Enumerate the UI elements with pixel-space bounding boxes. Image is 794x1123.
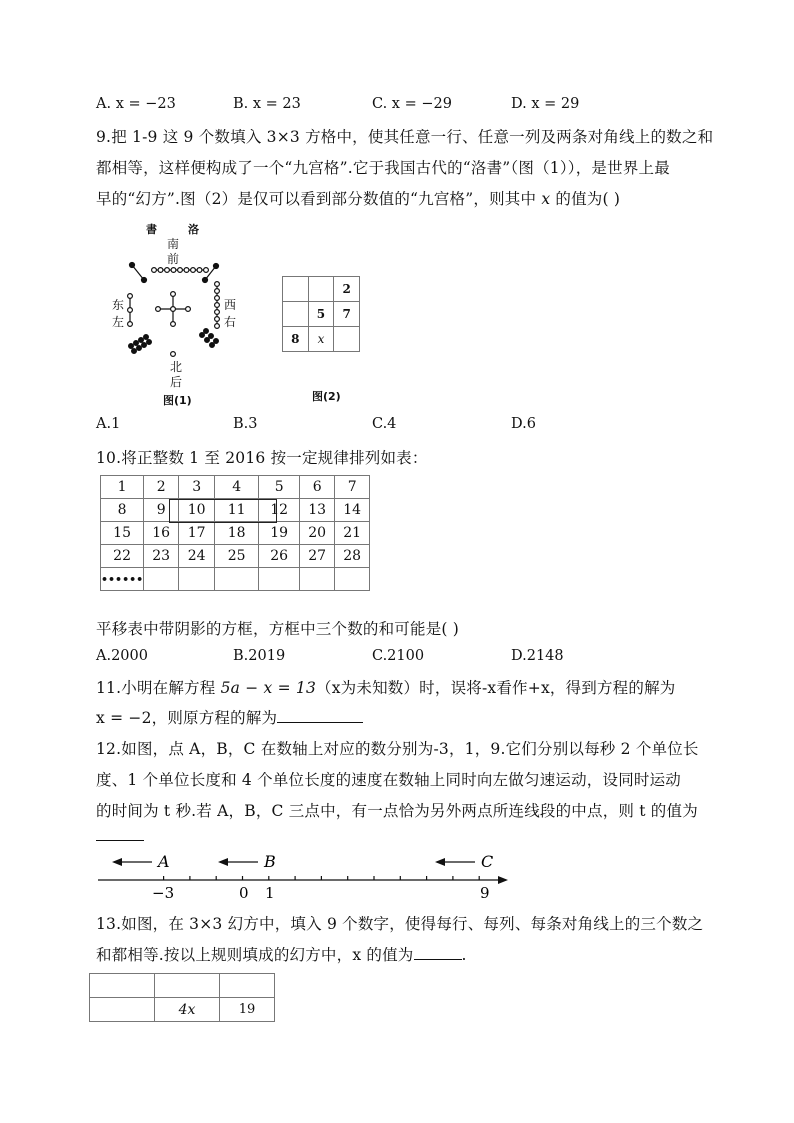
table-cell: 21 xyxy=(335,522,370,545)
table-cell: 17 xyxy=(179,522,215,545)
q9-option-a: A.1 xyxy=(96,416,121,432)
table-cell: 8 xyxy=(101,499,144,522)
q8-option-b: B. x = 23 xyxy=(233,96,301,112)
tick-label-neg3: −3 xyxy=(152,884,175,900)
table-cell: 28 xyxy=(335,545,370,568)
q9-line-3: 早的“幻方”.图（2）是仅可以看到部分数值的“九宫格”，则其中 x 的值为( ) xyxy=(96,190,621,208)
q13-cell-19: 19 xyxy=(220,998,275,1022)
fig1-south-1: 南 xyxy=(167,237,180,251)
luoshu-dots xyxy=(100,218,250,393)
point-c-label: C xyxy=(481,852,494,871)
table-cell: 1 xyxy=(101,476,144,499)
number-table xyxy=(100,475,370,591)
table-cell: 14 xyxy=(335,499,370,522)
table-cell: 11 xyxy=(215,499,259,522)
tick-label-0: 0 xyxy=(239,884,249,900)
table-cell xyxy=(259,568,300,591)
fig1-north-2: 后 xyxy=(170,375,183,389)
q10-option-a: A.2000 xyxy=(96,648,148,664)
tick-label-9: 9 xyxy=(480,884,490,900)
grid-cell: 2 xyxy=(334,277,360,302)
tick-label-1: 1 xyxy=(265,884,275,900)
q10-option-c: C.2100 xyxy=(372,648,425,664)
fig2-caption: 图(2) xyxy=(312,390,341,403)
table-cell: 19 xyxy=(259,522,300,545)
fig1-east-1: 东 xyxy=(112,298,125,312)
q9-option-b: B.3 xyxy=(233,416,258,432)
q12-line-3: 的时间为 t 秒.若 A，B，C 三点中，有一点恰为另外两点所连线段的中点，则 t 的值为 xyxy=(96,802,698,820)
fig1-char-left: 書 xyxy=(146,223,157,236)
table-cell: 12 xyxy=(259,499,300,522)
q11-equation: 5a − x = 13 xyxy=(220,679,317,697)
table-row xyxy=(101,522,370,545)
q13-line-1: 13.如图，在 3×3 幻方中，填入 9 个数字，使得每行、每列、每条对角线上的三个数之 xyxy=(96,915,704,933)
table-cell xyxy=(179,568,215,591)
q10-question: 平移表中带阴影的方框，方框中三个数的和可能是( ) xyxy=(96,620,460,638)
table-cell: 20 xyxy=(300,522,335,545)
table-cell: 2 xyxy=(144,476,179,499)
table-cell: 24 xyxy=(179,545,215,568)
point-a-label: A xyxy=(158,852,170,871)
table-cell: 4 xyxy=(215,476,259,499)
q13-cell xyxy=(220,974,275,998)
table-cell: 7 xyxy=(335,476,370,499)
fig1-north-1: 北 xyxy=(170,360,183,374)
grid-cell-x: x xyxy=(308,327,334,352)
fig1-west-2: 右 xyxy=(224,315,237,329)
grid-cell xyxy=(334,327,360,352)
table-row xyxy=(101,476,370,499)
magic-square-figure-2 xyxy=(282,276,360,406)
q13-answer-blank[interactable] xyxy=(414,958,462,960)
table-cell: 10 xyxy=(179,499,215,522)
table-cell xyxy=(335,568,370,591)
q11-line-2: x = −2，则原方程的解为 xyxy=(96,706,363,728)
q9-option-d: D.6 xyxy=(511,416,536,432)
q13-cell xyxy=(155,974,220,998)
q13-cell-4x: 4x xyxy=(155,998,220,1022)
grid-cell xyxy=(283,302,309,327)
table-cell: 26 xyxy=(259,545,300,568)
point-b-label: B xyxy=(264,852,276,871)
q8-option-a: A. x = −23 xyxy=(96,96,176,112)
q12-line-2: 度、1 个单位长度和 4 个单位长度的速度在数轴上同时向左做匀速运动，设同时运动 xyxy=(96,771,682,789)
luoshu-figure xyxy=(100,218,250,408)
table-cell: 16 xyxy=(144,522,179,545)
q10-intro: 10.将正整数 1 至 2016 按一定规律排列如表： xyxy=(96,449,428,467)
table-cell: 3 xyxy=(179,476,215,499)
table-cell: 18 xyxy=(215,522,259,545)
fig1-south-2: 前 xyxy=(167,252,180,266)
table-cell: 22 xyxy=(101,545,144,568)
q13-cell xyxy=(90,974,155,998)
table-cell: 27 xyxy=(300,545,335,568)
q9-line-2: 都相等，这样便构成了一个“九宫格”.它于我国古代的“洛書”（图（1）），是世界上最 xyxy=(96,159,670,177)
table-row xyxy=(101,568,370,591)
q13-magic-square xyxy=(89,973,275,1022)
q12-line-1: 12.如图，点 A，B，C 在数轴上对应的数分别为-3，1，9.它们分别以每秒 2 个单位长 xyxy=(96,740,699,758)
q10-option-b: B.2019 xyxy=(233,648,286,664)
grid-cell: 5 xyxy=(308,302,334,327)
fig1-char-right: 洛 xyxy=(188,223,199,236)
q10-option-d: D.2148 xyxy=(511,648,564,664)
table-cell xyxy=(300,568,335,591)
grid-cell: 7 xyxy=(334,302,360,327)
table-cell: 25 xyxy=(215,545,259,568)
table-cell: 23 xyxy=(144,545,179,568)
table-cell: 5 xyxy=(259,476,300,499)
q11-line-1: 11.小明在解方程 5a − x = 13（x为未知数）时，误将-x看作+x，得到方程的解为 xyxy=(96,679,676,697)
table-cell: 15 xyxy=(101,522,144,545)
table-row xyxy=(101,545,370,568)
table-cell: •••••• xyxy=(101,568,144,591)
table-cell: 13 xyxy=(300,499,335,522)
q11-answer-blank[interactable] xyxy=(277,721,363,723)
fig1-west-1: 西 xyxy=(224,298,237,312)
table-cell xyxy=(144,568,179,591)
magic-square-grid xyxy=(282,276,360,352)
grid-cell xyxy=(308,277,334,302)
q13-cell xyxy=(90,998,155,1022)
grid-cell xyxy=(283,277,309,302)
q9-option-c: C.4 xyxy=(372,416,397,432)
shaded-frame xyxy=(169,499,277,523)
q12-answer-blank[interactable] xyxy=(96,840,144,841)
q13-line-2: 和都相等.按以上规则填成的幻方中，x 的值为 . xyxy=(96,946,467,964)
table-cell: 9 xyxy=(144,499,179,522)
table-cell xyxy=(215,568,259,591)
fig1-east-2: 左 xyxy=(112,315,125,329)
q8-option-d: D. x = 29 xyxy=(511,96,580,112)
grid-cell: 8 xyxy=(283,327,309,352)
q9-line-1: 9.把 1-9 这 9 个数填入 3×3 方格中，使其任意一行、任意一列及两条对角线上的数之和 xyxy=(96,128,714,146)
number-line-figure xyxy=(94,850,514,900)
fig1-caption: 图(1) xyxy=(163,394,192,407)
table-cell: 6 xyxy=(300,476,335,499)
q8-option-c: C. x = −29 xyxy=(372,96,452,112)
